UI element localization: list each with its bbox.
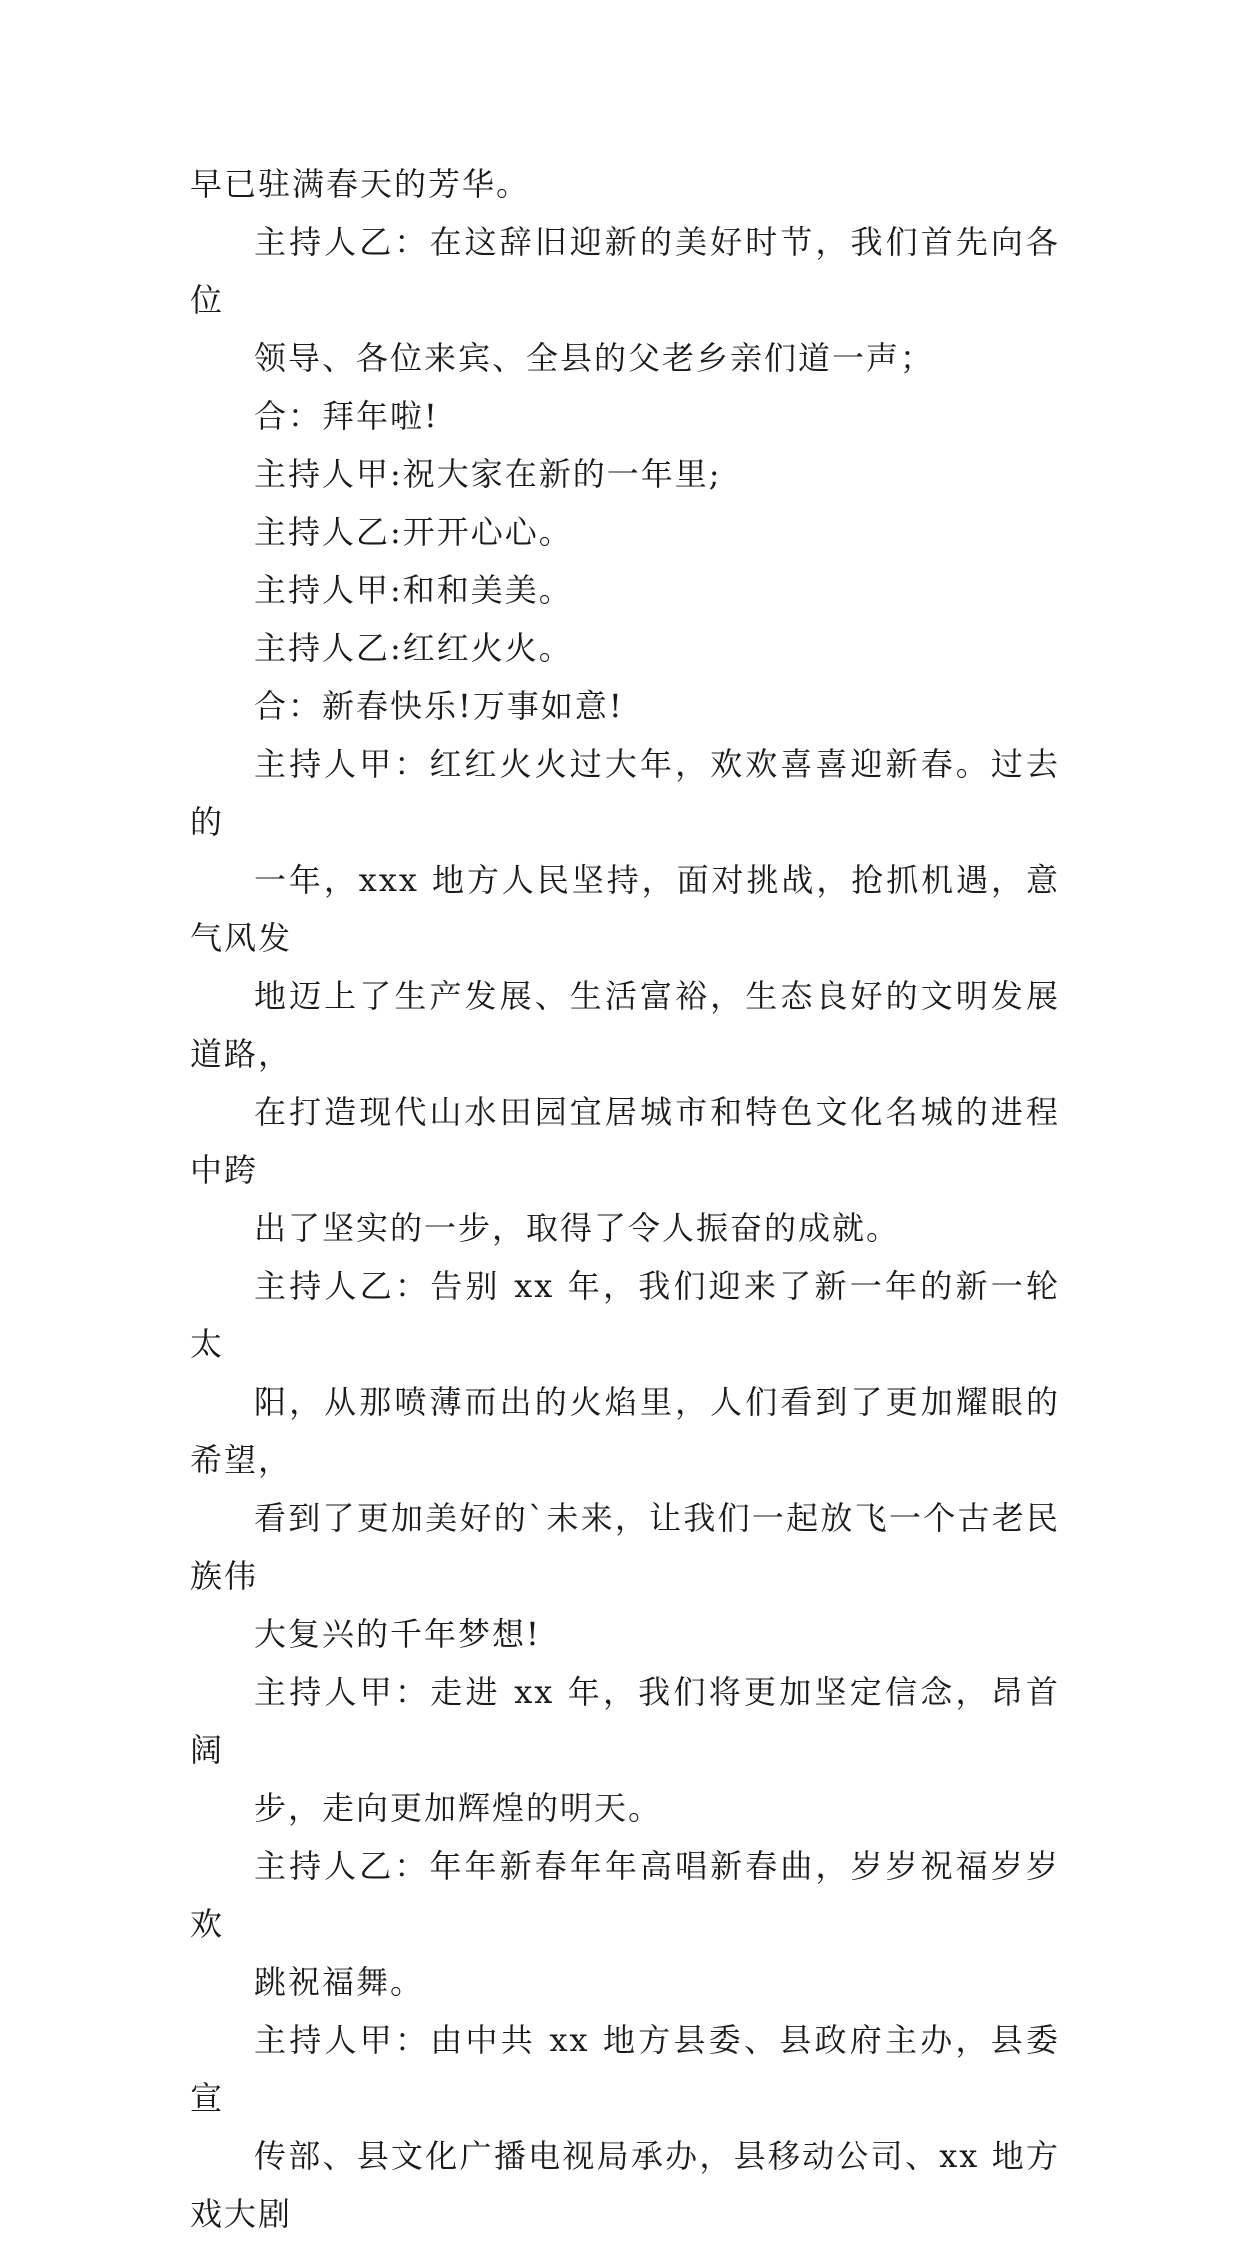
text-line: 合：拜年啦! (254, 397, 439, 435)
text-line: 阳，从那喷薄而出的火焰里，人们看到了更加耀眼的希望， (190, 1383, 1060, 1479)
text-line: 一年，xxx 地方人民坚持，面对挑战，抢抓机遇，意气风发 (190, 861, 1060, 957)
text-line: 主持人甲：由中共 xx 地方县委、县政府主办，县委宣 (190, 2021, 1060, 2117)
paragraph (190, 155, 1060, 213)
text-line: 地迈上了生产发展、生活富裕，生态良好的文明发展道路， (190, 977, 1060, 1073)
text-line: 步，走向更加辉煌的明天。 (254, 1789, 663, 1827)
paragraph (190, 445, 1060, 503)
paragraph (190, 387, 1060, 445)
text-line: 传部、县文化广播电视局承办，县移动公司、xx 地方戏大剧 (190, 2137, 1060, 2233)
document-body (190, 155, 1060, 2243)
paragraph (190, 735, 1060, 1257)
text-line: 主持人甲：红红火火过大年，欢欢喜喜迎新春。过去的 (190, 745, 1060, 841)
paragraph (190, 1257, 1060, 1663)
paragraph (190, 213, 1060, 387)
text-line: 主持人乙:开开心心。 (254, 513, 573, 551)
text-line: 主持人甲：走进 xx 年，我们将更加坚定信念，昂首阔 (190, 1673, 1060, 1769)
text-line: 主持人乙:红红火火。 (254, 629, 573, 667)
text-line: 主持人甲:和和美美。 (254, 571, 573, 609)
text-line: 跳祝福舞。 (254, 1963, 425, 2001)
paragraph (190, 1663, 1060, 1837)
text-line: 合：新春快乐!万事如意! (254, 687, 624, 725)
text-line: 主持人乙：年年新春年年高唱新春曲，岁岁祝福岁岁欢 (190, 1847, 1060, 1943)
text-line: 出了坚实的一步，取得了令人振奋的成就。 (254, 1209, 901, 1247)
text-line: 大复兴的千年梦想! (254, 1615, 541, 1653)
paragraph (190, 619, 1060, 677)
text-line: 主持人乙：告别 xx 年，我们迎来了新一年的新一轮太 (190, 1267, 1060, 1363)
paragraph (190, 677, 1060, 735)
text-line: 看到了更加美好的`未来，让我们一起放飞一个古老民族伟 (190, 1499, 1060, 1595)
text-line: 领导、各位来宾、全县的父老乡亲们道一声； (254, 339, 935, 377)
text-line: 主持人乙：在这辞旧迎新的美好时节，我们首先向各位 (190, 223, 1060, 319)
text-line: 早已驻满春天的芳华。 (190, 165, 531, 203)
paragraph (190, 503, 1060, 561)
text-line: 在打造现代山水田园宜居城市和特色文化名城的进程中跨 (190, 1093, 1060, 1189)
paragraph (190, 2011, 1060, 2243)
text-line: 主持人甲:祝大家在新的一年里; (254, 455, 722, 493)
paragraph (190, 561, 1060, 619)
paragraph (190, 1837, 1060, 2011)
